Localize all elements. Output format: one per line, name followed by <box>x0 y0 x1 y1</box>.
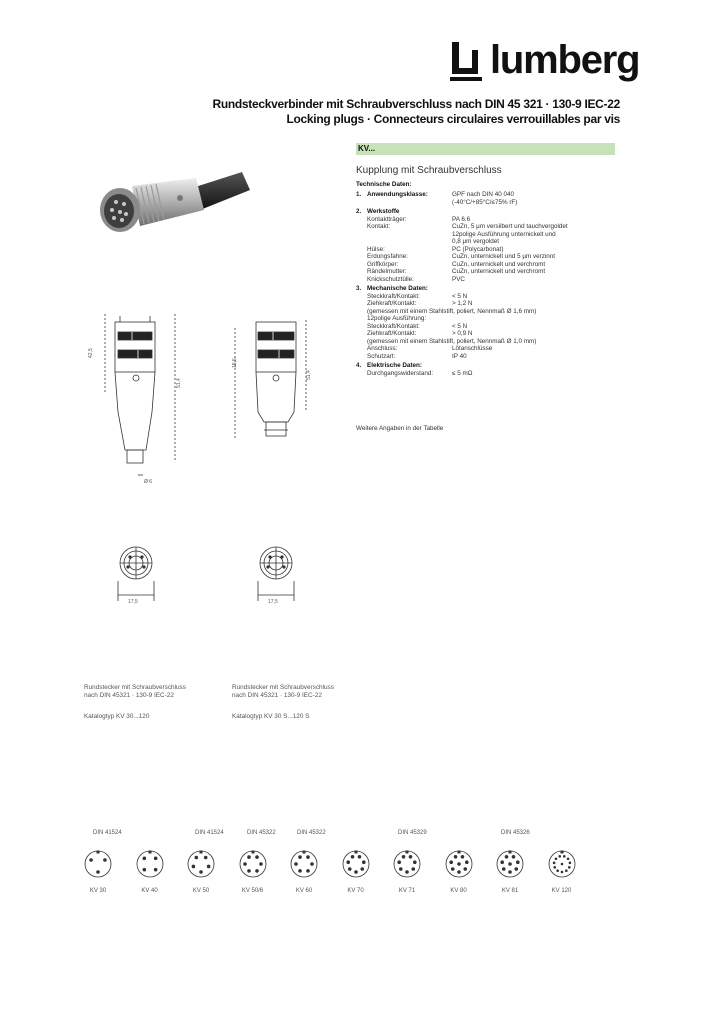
pin-contact <box>298 855 302 859</box>
pin-contact <box>192 865 196 869</box>
pin-contact <box>411 867 415 871</box>
dim-left-total: 42,5 <box>88 348 94 358</box>
spec-value: PA 6.6 <box>452 215 471 223</box>
pin-contact <box>453 855 457 859</box>
pin-contact <box>508 862 512 866</box>
spec-section-heading: Anwendungsklasse: <box>367 191 428 198</box>
pin-contact <box>565 869 568 872</box>
product-name: Kupplung mit Schraubverschluss <box>356 165 502 176</box>
spec-section-number: 3. <box>356 285 362 292</box>
spec-value: (-40°C/+85°C/≤75% rF) <box>452 198 518 206</box>
pin-contact <box>247 869 251 873</box>
pin-type-label: KV 50/6 <box>241 888 264 894</box>
pin-contact <box>347 867 351 871</box>
pin-contact <box>142 857 146 861</box>
spec-value: CuZn, unternickelt und 5 µm verzinnt <box>452 253 556 260</box>
pin-layout-icon <box>548 850 576 878</box>
spec-section-number: 1. <box>356 191 362 198</box>
connector-drawing-right <box>220 300 340 500</box>
pin-layout-icon <box>445 850 473 878</box>
pin-key <box>354 851 357 854</box>
caption-left-line2: nach DIN 45321 · 130-9 IEC-22 <box>84 692 174 699</box>
spec-value: 12polige Ausführung unternickelt und <box>452 230 556 238</box>
pin-type-label: KV 80 <box>450 888 467 894</box>
pin-layout-icon <box>136 850 164 878</box>
pin-contact <box>247 855 251 859</box>
spec-value: Lötanschlüsse <box>452 345 493 352</box>
pin-contact <box>199 870 203 874</box>
pin-contact <box>96 870 100 874</box>
lumberg-logo-icon <box>450 42 482 82</box>
dim-left-length: 51,4 <box>176 378 182 388</box>
spec-label: (gemessen mit einem Stahlstift, poliert, Nennmaß Ø 1,0 mm) <box>367 337 537 345</box>
pin-contact <box>89 858 93 862</box>
pin-contact <box>354 870 358 874</box>
pin-contact <box>306 855 310 859</box>
dim-left-width: 17,5 <box>128 599 138 605</box>
pin-type-label: KV 120 <box>551 888 572 894</box>
page-title-german: Rundsteckverbinder mit Schraubverschluss nach DIN 45 321 · 130-9 IEC-22 <box>212 97 620 111</box>
pin-contact <box>346 860 350 864</box>
pin-contact <box>310 862 314 866</box>
pin-contact <box>405 870 409 874</box>
spec-label: Anschluss: <box>367 345 398 352</box>
spec-value: GPF nach DIN 40 040 <box>452 191 514 198</box>
pin-contact <box>562 855 565 858</box>
pin-contact <box>500 860 504 864</box>
pin-contact <box>153 857 157 861</box>
dim-right-length: 51,4 <box>306 370 312 380</box>
pin-outline <box>137 851 163 877</box>
pin-key <box>200 851 203 854</box>
pin-layout-icon <box>393 850 421 878</box>
caption-right-line2: nach DIN 45321 · 130-9 IEC-22 <box>232 692 322 699</box>
spec-section-number: 4. <box>356 362 362 369</box>
pin-contact <box>255 869 259 873</box>
pin-contact <box>460 855 464 859</box>
spec-value: CuZn, 5 µm versilbert und tauchvergoldet <box>452 223 568 230</box>
pin-type-label: KV 50 <box>192 888 210 894</box>
pin-contact <box>516 860 520 864</box>
spec-label: Kontaktträger: <box>367 215 407 223</box>
pin-key <box>251 851 254 854</box>
pin-type-label: KV 40 <box>141 888 158 894</box>
brand-name: lumberg <box>490 38 640 82</box>
spec-label: Steckkraft/Kontakt: <box>367 322 420 330</box>
spec-section-number: 2. <box>356 208 362 215</box>
pin-contact <box>556 869 559 872</box>
connector-photo <box>92 160 252 240</box>
pin-contact <box>207 865 211 869</box>
pin-contact <box>566 857 569 860</box>
pin-key <box>97 851 100 854</box>
pin-standard: DIN 41524 <box>93 830 122 836</box>
pin-layout-icon <box>496 850 524 878</box>
pin-contact <box>103 858 107 862</box>
pin-contact <box>153 868 157 872</box>
pin-type-label: KV 30 <box>89 888 107 894</box>
spec-note: Weitere Angaben in der Tabelle <box>356 425 444 432</box>
pin-contact <box>502 867 506 871</box>
pin-contact <box>505 855 509 859</box>
pin-key <box>406 851 409 854</box>
dim-left-cable: Ø 6 <box>144 479 153 485</box>
pin-contact <box>457 862 461 866</box>
spec-value: < 5 N <box>452 292 468 300</box>
pin-contact <box>298 869 302 873</box>
caption-left-line3: Katalogtyp KV 30...120 <box>84 713 150 720</box>
pin-contact <box>554 857 557 860</box>
pin-layout-icon <box>290 850 318 878</box>
pin-contact <box>195 856 199 860</box>
pin-layout-icon <box>84 850 112 878</box>
spec-section-heading: Werkstoffe <box>367 208 400 215</box>
pin-contact <box>399 867 403 871</box>
pin-contact <box>142 868 146 872</box>
product-code-bar <box>356 143 615 155</box>
connector-front-right <box>240 535 330 610</box>
spec-value: CuZn, unternickelt und verchromt <box>452 268 546 275</box>
pin-contact <box>204 856 208 860</box>
pin-contact <box>558 855 561 858</box>
pin-contact <box>450 867 454 871</box>
pin-layout-icon <box>187 850 215 878</box>
spec-label: 12polige Ausführung: <box>367 315 427 322</box>
pin-contact <box>409 855 413 859</box>
spec-label: Steckkraft/Kontakt: <box>367 292 420 300</box>
spec-label: Ziehkraft/Kontakt: <box>367 300 417 307</box>
pin-contact <box>514 867 518 871</box>
pin-key <box>560 851 563 854</box>
pin-contact <box>553 866 556 869</box>
caption-right-line3: Katalogtyp KV 30 S...120 S <box>232 713 310 720</box>
pin-standard: DIN 45322 <box>247 830 276 836</box>
pin-contact <box>457 870 461 874</box>
pin-contact <box>465 860 469 864</box>
spec-value: < 5 N <box>452 322 468 330</box>
spec-label: Kontakt: <box>367 223 391 230</box>
spec-label: Schutzart: <box>367 352 396 360</box>
pin-key <box>457 851 460 854</box>
spec-value: PVC <box>452 275 465 283</box>
pin-type-label: KV 81 <box>501 888 519 894</box>
spec-label: Ziehkraft/Kontakt: <box>367 330 417 337</box>
pin-contact <box>560 871 563 874</box>
spec-section-heading: Mechanische Daten: <box>367 285 428 292</box>
pin-contact <box>350 855 354 859</box>
pin-layout-icon <box>342 850 370 878</box>
spec-value: IP 40 <box>452 352 467 360</box>
spec-label: Griffkörper: <box>367 260 399 268</box>
pin-contact <box>552 862 555 865</box>
pin-contact <box>357 855 361 859</box>
pin-key <box>303 851 306 854</box>
pin-contact <box>512 855 516 859</box>
spec-value: > 0,9 N <box>452 330 473 337</box>
pin-standard: DIN 45329 <box>398 830 427 836</box>
dim-right-total: 19,5 <box>232 358 238 368</box>
pin-key <box>148 851 151 854</box>
pin-key <box>509 851 512 854</box>
pin-standard: DIN 45322 <box>297 830 326 836</box>
lumberg-logo <box>450 36 640 88</box>
pin-contact <box>259 862 263 866</box>
caption-right-line1: Rundstecker mit Schraubverschluss <box>232 684 334 691</box>
pin-contact <box>508 870 512 874</box>
spec-value: > 1,2 N <box>452 300 473 307</box>
page-title-english-french: Locking plugs · Connecteurs circulaires verrouillables par vis <box>286 112 620 126</box>
pin-layout-icon <box>239 850 267 878</box>
spec-label: Hülse: <box>367 245 385 253</box>
pin-standard: DIN 45326 <box>501 830 530 836</box>
tech-heading: Technische Daten: <box>356 181 412 188</box>
pin-contact <box>449 860 453 864</box>
spec-value: ≤ 5 mΩ <box>452 369 473 377</box>
pin-contact <box>567 866 570 869</box>
pin-contact <box>360 867 364 871</box>
connector-front-left <box>100 535 190 610</box>
spec-value: CuZn, unternickelt und verchromt <box>452 260 546 268</box>
pin-contact <box>402 855 406 859</box>
pin-contact <box>255 855 259 859</box>
pin-contact <box>294 862 298 866</box>
spec-value: 0,8 µm vergoldet <box>452 238 500 245</box>
spec-label: Rändelmutter: <box>367 268 407 275</box>
pin-contact <box>568 862 571 865</box>
pin-contact <box>560 863 563 866</box>
pin-type-label: KV 60 <box>295 888 313 894</box>
spec-label: Knickschutztülle: <box>367 275 414 283</box>
pin-contact <box>463 867 467 871</box>
product-code: KV... <box>358 144 376 153</box>
spec-label: Erdungsfahne: <box>367 253 408 260</box>
dim-right-width: 17,5 <box>268 599 278 605</box>
pin-contact <box>306 869 310 873</box>
spec-section-heading: Elektrische Daten: <box>367 362 422 369</box>
caption-left-line1: Rundstecker mit Schraubverschluss <box>84 684 186 691</box>
pin-standard: DIN 41524 <box>195 830 224 836</box>
pin-type-label: KV 70 <box>347 888 364 894</box>
pin-contact <box>397 860 401 864</box>
pin-contact <box>362 860 366 864</box>
pin-contact <box>243 862 247 866</box>
spec-value: PC (Polycarbonat) <box>452 245 504 253</box>
spec-label: (gemessen mit einem Stahlstift, poliert, Nennmaß Ø 1,6 mm) <box>367 307 537 315</box>
connector-drawing-left <box>80 300 200 500</box>
spec-label: Durchgangswiderstand: <box>367 369 434 377</box>
pin-type-label: KV 71 <box>398 888 416 894</box>
pin-contact <box>413 860 417 864</box>
